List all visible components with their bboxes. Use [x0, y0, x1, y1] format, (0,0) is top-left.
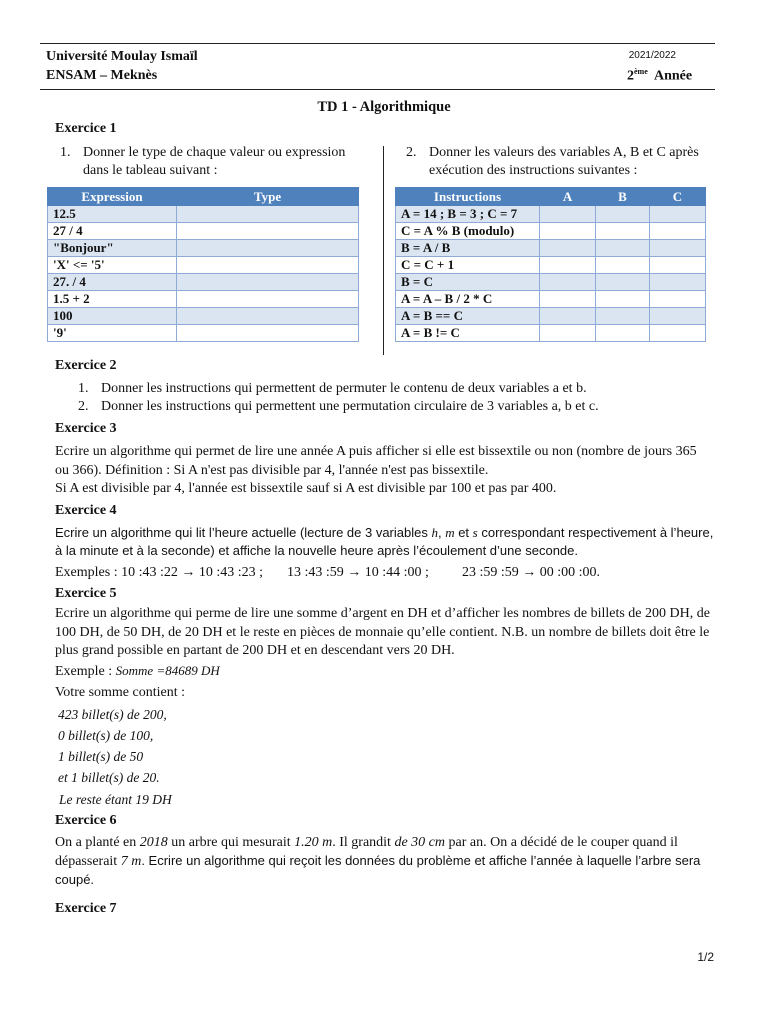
exercise-6-heading: Exercice 6: [55, 813, 117, 828]
exercise-7-heading: Exercice 7: [55, 901, 117, 916]
table-row: B = A / B: [396, 240, 706, 257]
table-row: 12.5: [48, 206, 359, 223]
exercise-5-contains: Votre somme contient :: [55, 685, 185, 700]
exercise-5-example: Exemple : Somme =84689 DH: [55, 663, 220, 679]
type-answer-cell[interactable]: [177, 206, 359, 223]
exercise-4-heading: Exercice 4: [55, 503, 117, 518]
exercise-4-text: Ecrire un algorithme qui lit l’heure actuelle (lecture de 3 variables h, m et s correspondant respectivement à l’heure, à la minute et à la seconde) et affiche la nouvelle heure après l’écoulement d’une seconde.: [55, 525, 714, 558]
type-answer-cell[interactable]: [177, 223, 359, 240]
exercise-4-examples: Exemples : 10 :43 :22 → 10 :43 :23 ; 13 :43 :59 → 10 :44 :00 ; 23 :59 :59 → 00 :00 :00.: [55, 565, 601, 580]
exercise-6-text: On a planté en 2018 un arbre qui mesurait 1.20 m. Il grandit de 30 cm par an. On a décidé de le couper quand il dépasserait 7 m. Ecrire un algorithme qui reçoit les données du problème et affiche l’année à laquelle l’arbre sera coupé.: [55, 835, 701, 887]
type-answer-cell[interactable]: [177, 240, 359, 257]
table-row: A = B == C: [396, 308, 706, 325]
instructions-table: [395, 187, 706, 342]
type-answer-cell[interactable]: [177, 257, 359, 274]
table-row: '9': [48, 325, 359, 342]
page-title: TD 1 - Algorithmique: [317, 99, 451, 115]
table-row: 100: [48, 308, 359, 325]
expression-type-table: [47, 187, 359, 342]
table-row: "Bonjour": [48, 240, 359, 257]
type-answer-cell[interactable]: [177, 325, 359, 342]
table-header-b: B: [596, 188, 650, 206]
table-row: C = C + 1: [396, 257, 706, 274]
table-row: 27. / 4: [48, 274, 359, 291]
exercise-3-text: Ecrire un algorithme qui permet de lire une année A puis afficher si elle est bissextile ou non (nombre de jours 365 ou 366). Définition : Si A n'est pas divisible par 4, l'année n'est pas bissextile. Si A est divisible par 4, l'année est bissextile sauf si A est divisible par 100 et pas par 400.: [55, 444, 697, 496]
result-line: 1 billet(s) de 50: [58, 749, 144, 764]
header-top-rule: [40, 43, 715, 44]
header-bottom-rule: [40, 89, 715, 90]
exercise-1-heading: Exercice 1: [55, 121, 117, 136]
page-number: 1/2: [697, 950, 714, 964]
result-line: 423 billet(s) de 200,: [58, 707, 167, 722]
type-answer-cell[interactable]: [177, 308, 359, 325]
type-answer-cell[interactable]: [177, 291, 359, 308]
school-name: ENSAM – Meknès: [46, 68, 158, 83]
result-line: 0 billet(s) de 100,: [58, 728, 154, 743]
table-row: 'X' <= '5': [48, 257, 359, 274]
type-answer-cell[interactable]: [177, 274, 359, 291]
table-row: 27 / 4: [48, 223, 359, 240]
table-header-expression: Expression: [48, 188, 177, 206]
table-row: A = A – B / 2 * C: [396, 291, 706, 308]
table-row: A = B != C: [396, 325, 706, 342]
table-row: B = C: [396, 274, 706, 291]
study-level: 2ème Année: [627, 67, 693, 84]
result-line: Le reste étant 19 DH: [59, 792, 172, 807]
academic-year: 2021/2022: [628, 50, 676, 61]
table-row: 1.5 + 2: [48, 291, 359, 308]
table-header-c: C: [649, 188, 705, 206]
university-name: Université Moulay Ismaïl: [46, 49, 198, 64]
table-header-instructions: Instructions: [396, 188, 540, 206]
result-line: et 1 billet(s) de 20.: [58, 770, 160, 785]
exercise-3-heading: Exercice 3: [55, 421, 117, 436]
exercise-5-text: Ecrire un algorithme qui perme de lire une somme d’argent en DH et d’afficher les nombres de billets de 200 DH, de 100 DH, de 50 DH, de 20 DH et le reste en pièces de monnaie qu’elle contient. N.B. un nombre de billets doit être le plus grand possible en partant de 200 DH et en descendant vers 20 DH.: [55, 606, 710, 658]
table-header-a: A: [540, 188, 596, 206]
column-separator: [383, 146, 384, 355]
exercise-5-heading: Exercice 5: [55, 586, 117, 601]
table-row: C = A % B (modulo): [396, 223, 706, 240]
table-header-type: Type: [177, 188, 359, 206]
exercise-2-heading: Exercice 2: [55, 358, 117, 373]
table-row: A = 14 ; B = 3 ; C = 7: [396, 206, 706, 223]
